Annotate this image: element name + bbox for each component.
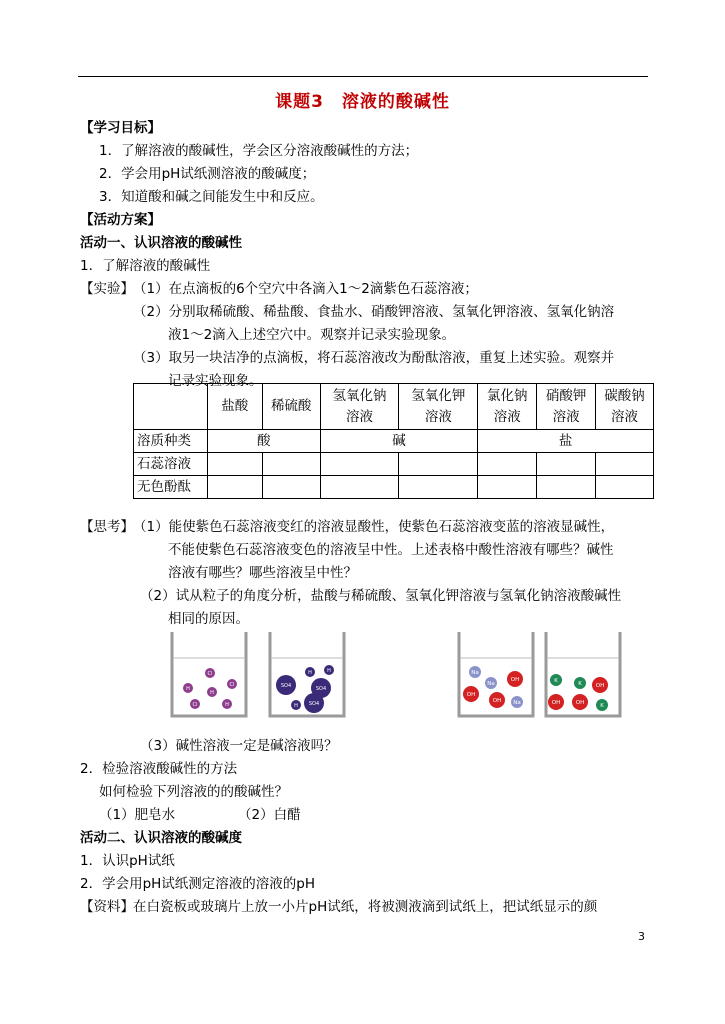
column-header: 氢氧化钾 溶液 [399,384,478,430]
blank-cell[interactable] [478,453,537,476]
think-question-cont: 不能使紫色石蕊溶液变色的溶液呈中性。上述表格中酸性溶液有哪些？碱性 [168,542,614,558]
beaker-koh-diagram [542,630,624,720]
svg-text:Na: Na [471,670,479,676]
experiment-label: 【实验】 [80,281,134,297]
svg-text:OH: OH [575,700,585,706]
header-rule [78,76,648,77]
svg-text:Cl: Cl [229,682,235,688]
row-label: 石蕊溶液 [134,453,208,476]
blank-cell[interactable] [537,453,596,476]
beaker-hcl-diagram [168,630,250,720]
ion-h [291,700,301,710]
svg-text:H: H [225,702,229,708]
ion-h [222,699,232,709]
page-title: 课题3 溶液的酸碱性 [275,92,450,112]
think-question: （1）能使紫色石蕊溶液变红的溶液显酸性，使紫色石蕊溶液变蓝的溶液显碱性， [133,519,615,535]
experiment-step: （2）分别取稀硫酸、稀盐酸、食盐水、硝酸钾溶液、氢氧化钾溶液、氢氧化钠溶 [133,304,615,320]
blank-cell[interactable] [537,476,596,499]
column-header: 稀硫酸 [262,384,320,430]
svg-text:OH: OH [492,698,502,704]
ion-k [574,677,586,689]
blank-cell[interactable] [596,476,654,499]
goal-item: 1．了解溶液的酸碱性，学会区分溶液酸碱性的方法； [99,143,419,159]
row-label: 溶质种类 [134,430,208,453]
ion-oh [572,694,588,710]
think-question: （2）试从粒子的角度分析，盐酸与稀硫酸、氢氧化钾溶液与氢氧化钠溶液酸碱性 [140,588,622,604]
blank-cell[interactable] [399,453,478,476]
ion-h [207,687,217,697]
svg-text:SO4: SO4 [315,686,327,692]
activity1-sub1: 1．了解溶液的酸碱性 [80,258,211,274]
ion-so4 [276,675,296,695]
ion-oh [463,686,479,702]
ion-oh [592,677,608,693]
goals-heading: 【学习目标】 [80,120,161,136]
svg-text:Na: Na [513,700,521,706]
ion-oh [548,694,564,710]
ion-h [305,667,315,677]
beaker-h2so4-diagram [266,630,348,720]
table-row [134,453,654,476]
svg-text:K: K [578,681,582,687]
svg-text:OH: OH [551,700,561,706]
svg-text:Cl: Cl [192,702,198,708]
svg-text:H: H [308,670,312,676]
activity2-heading: 活动二、认识溶液的酸碱度 [80,830,242,846]
blank-cell[interactable] [207,476,262,499]
row-label: 无色酚酞 [134,476,208,499]
activity2-item: 2．学会用pH试纸测定溶液的溶液的pH [80,876,316,892]
ion-h [183,683,193,693]
goal-item: 3．知道酸和碱之间能发生中和反应。 [99,189,324,205]
svg-text:Cl: Cl [207,671,213,677]
column-header: 盐酸 [207,384,262,430]
svg-text:H: H [186,686,190,692]
ion-cl [227,679,237,689]
table-header-row [134,384,654,430]
svg-text:OH: OH [466,692,476,698]
svg-text:H: H [210,690,214,696]
column-header: 氯化钠 溶液 [478,384,537,430]
experiment-table [133,383,654,499]
ion-h [324,665,334,675]
type-cell-base: 碱 [320,430,478,453]
section2-option: （1）肥皂水 [99,807,176,823]
beaker-naoh-diagram [455,630,537,720]
experiment-step: （1）在点滴板的6个空穴中各滴入1～2滴紫色石蕊溶液； [133,281,478,297]
experiment-step-cont: 液1～2滴入上述空穴中。观察并记录实验现象。 [168,327,456,343]
info-text: 在白瓷板或玻璃片上放一小片pH试纸，将被测液滴到试纸上，把试纸显示的颜 [133,899,598,915]
table-corner-cell [134,384,208,430]
ion-so4 [304,693,324,713]
svg-text:OH: OH [595,683,605,689]
ion-k [596,699,608,711]
blank-cell[interactable] [320,453,399,476]
think-label: 【思考】 [80,519,134,535]
blank-cell[interactable] [262,476,320,499]
ion-cl [205,668,215,678]
blank-cell[interactable] [596,453,654,476]
plan-heading: 【活动方案】 [80,212,161,228]
think-question-cont: 溶液有哪些？哪些溶液呈中性？ [168,565,357,581]
column-header: 氢氧化钠 溶液 [320,384,399,430]
activity2-item: 1．认识pH试纸 [80,853,175,869]
ion-na [469,666,481,678]
blank-cell[interactable] [399,476,478,499]
table-row [134,476,654,499]
section2-heading: 2．检验溶液酸碱性的方法 [80,761,238,777]
ion-oh [507,671,523,687]
type-cell-salt: 盐 [478,430,654,453]
goal-item: 2．学会用pH试纸测溶液的酸碱度； [99,166,316,182]
svg-text:Na: Na [487,681,495,687]
svg-text:SO4: SO4 [308,701,320,707]
blank-cell[interactable] [262,453,320,476]
ion-oh [489,692,505,708]
column-header: 碳酸钠 溶液 [596,384,654,430]
section2-option: （2）白醋 [238,807,301,823]
ion-na [511,696,523,708]
svg-text:OH: OH [510,677,520,683]
think-question-cont: 相同的原因。 [168,611,249,627]
experiment-step-cont: 记录实验现象。 [168,373,263,389]
experiment-step: （3）取另一块洁净的点滴板，将石蕊溶液改为酚酞溶液，重复上述实验。观察并 [133,350,615,366]
ion-cl [190,699,200,709]
ion-na [485,677,497,689]
table-row [134,430,654,453]
column-header: 硝酸钾 溶液 [537,384,596,430]
info-label: 【资料】 [80,899,134,915]
type-cell-acid: 酸 [207,430,320,453]
svg-text:SO4: SO4 [280,683,292,689]
ion-k [550,674,562,686]
blank-cell[interactable] [207,453,262,476]
svg-text:H: H [327,668,331,674]
page-number: 3 [638,930,645,943]
think-question: （3）碱性溶液一定是碱溶液吗？ [140,738,338,754]
section2-question: 如何检验下列溶液的的酸碱性？ [99,784,288,800]
blank-cell[interactable] [320,476,399,499]
activity1-heading: 活动一、认识溶液的酸碱性 [80,235,242,251]
svg-text:H: H [294,703,298,709]
blank-cell[interactable] [478,476,537,499]
svg-text:K: K [554,678,558,684]
svg-text:K: K [600,703,604,709]
